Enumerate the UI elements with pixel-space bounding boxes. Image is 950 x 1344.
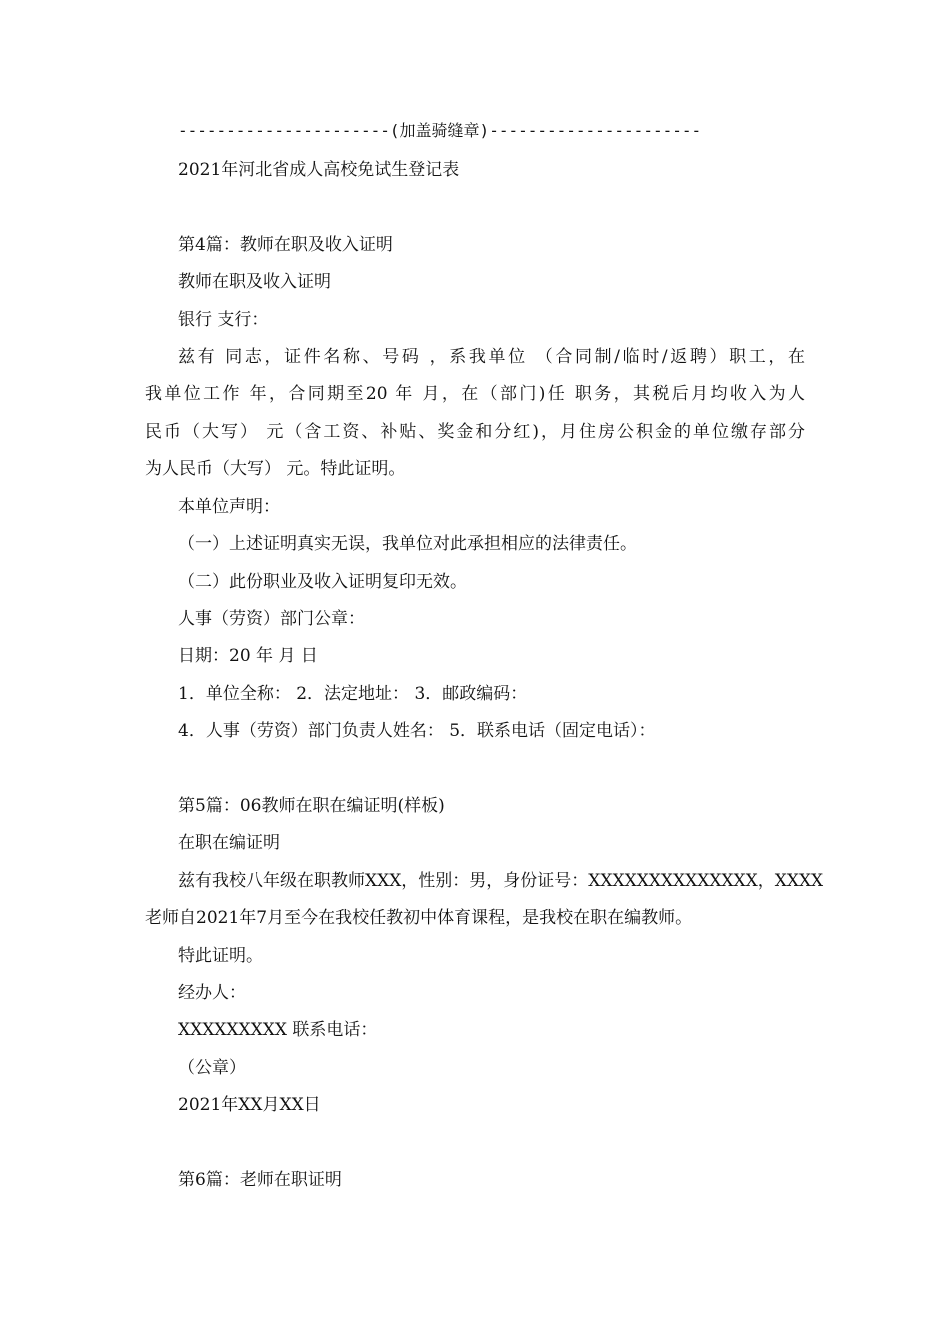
contact-line: XXXXXXXXX 联系电话： [178,1020,378,1040]
form-title: 2021年河北省成人高校免试生登记表 [178,160,460,180]
article-5-body-line: 老师自2021年7月至今在我校任教初中体育课程，是我校在职在编教师。 [145,908,693,928]
fields-line-2: 4．人事（劳资）部门负责人姓名： 5．联系电话（固定电话）： [178,721,656,741]
bank-line: 银行 支行： [178,310,269,330]
article-5-date: 2021年XX月XX日 [178,1095,321,1115]
article-4-body-line: 为人民币（大写） 元。特此证明。 [145,459,406,479]
article-5-title: 在职在编证明 [178,833,280,853]
official-seal-line: （公章） [178,1058,246,1078]
article-5-body-line: 兹有我校八年级在职教师XXX，性别：男，身份证号：XXXXXXXXXXXXXX，XXXX [178,871,824,891]
declaration-heading: 本单位声明： [178,497,280,517]
fields-line-1: 1．单位全称： 2．法定地址： 3．邮政编码： [178,684,528,704]
article-5-heading: 第5篇：06教师在职在编证明(样板) [178,796,445,816]
article-4-body-line: 兹有 同志，证件名称、号码 ，系我单位 （合同制/临时/返聘）职工，在 [178,347,805,367]
date-line: 日期：20 年 月 日 [178,646,318,666]
article-4-body-line: 我单位工作 年，合同期至20 年 月，在（部门)任 职务，其税后月均收入为人 [145,384,805,404]
article-4-heading: 第4篇：教师在职及收入证明 [178,235,393,255]
article-6-heading: 第6篇：老师在职证明 [178,1170,342,1190]
seal-line: ----------------------(加盖骑缝章)---------------------- [178,121,702,140]
article-4-title: 教师在职及收入证明 [178,272,331,292]
handler-line: 经办人： [178,983,246,1003]
closing-line: 特此证明。 [178,946,263,966]
hr-seal-line: 人事（劳资）部门公章： [178,609,365,629]
declaration-item-1: （一）上述证明真实无误，我单位对此承担相应的法律责任。 [178,534,637,554]
declaration-item-2: （二）此份职业及收入证明复印无效。 [178,572,467,592]
article-4-body-line: 民币（大写） 元（含工资、补贴、奖金和分红)，月住房公积金的单位缴存部分 [145,422,805,442]
